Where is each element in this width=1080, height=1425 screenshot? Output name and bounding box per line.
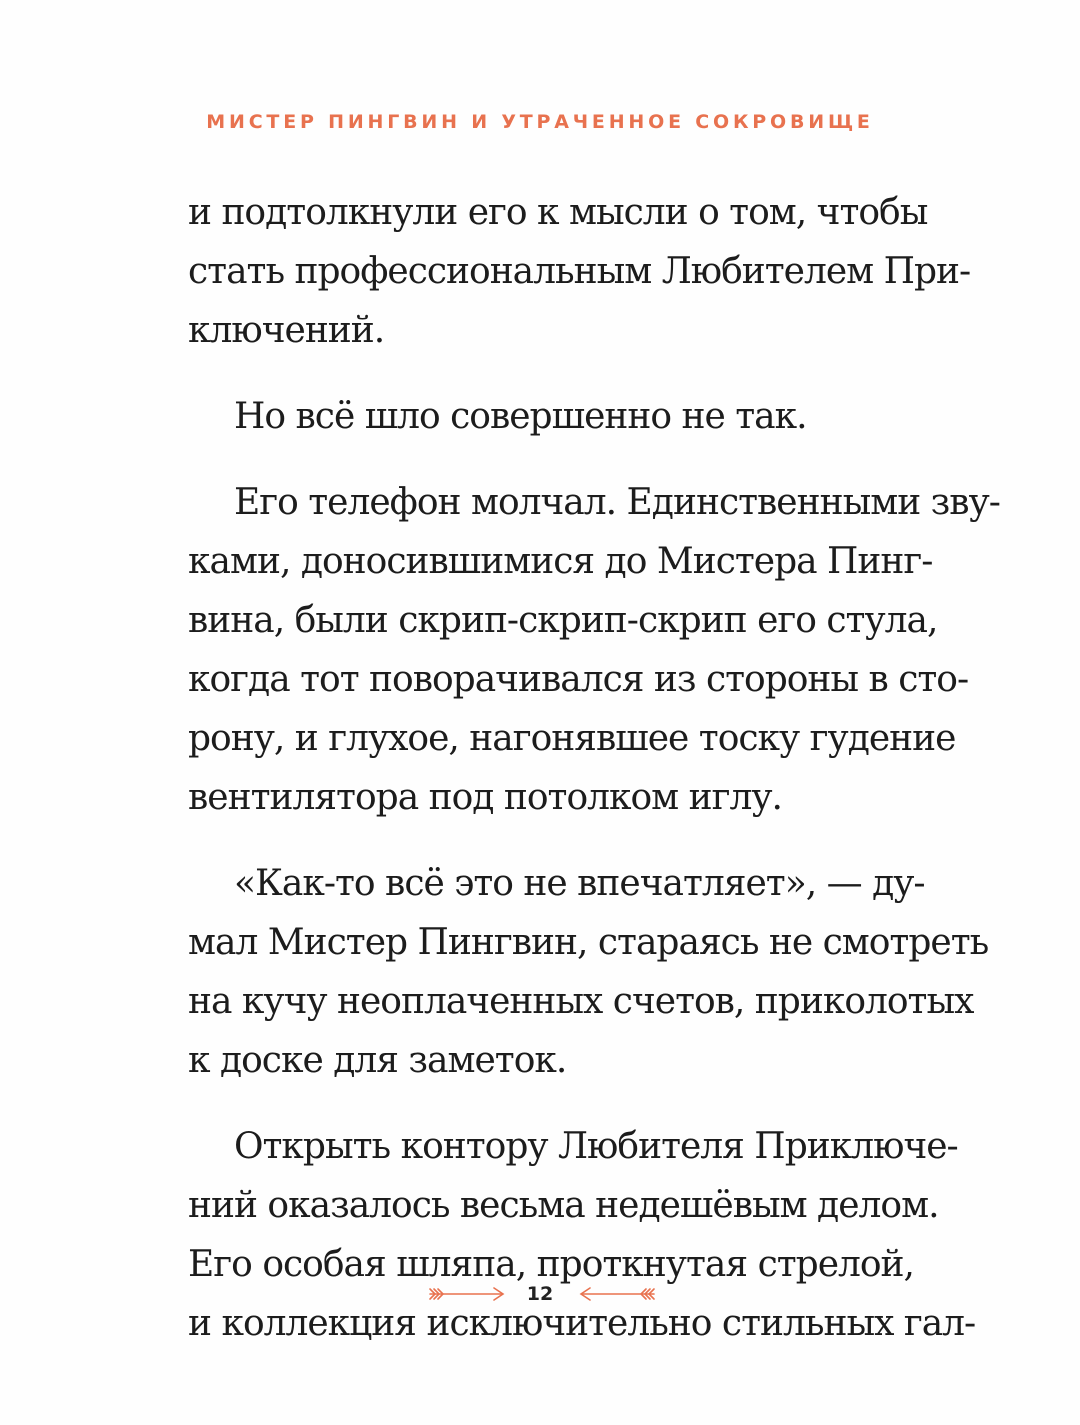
text-line: ключений. <box>188 310 385 351</box>
text-line: ний оказалось весьма недешёвым делом. <box>188 1185 939 1226</box>
paragraph-gap <box>188 1090 914 1117</box>
text-line: Его телефон молчал. Единственными зву- <box>234 482 1000 523</box>
text-line: мал Мистер Пингвин, стараясь не смотреть <box>188 922 989 963</box>
text-line: Открыть контору Любителя Приключе- <box>234 1126 958 1167</box>
paragraph <box>188 1117 976 1353</box>
text-line: вентилятора под потолком иглу. <box>188 777 782 818</box>
paragraph-gap <box>188 446 914 473</box>
text-line: и подтолкнули его к мысли о том, чтобы <box>188 192 928 233</box>
paragraph <box>188 183 971 360</box>
text-line: и коллекция исключительно стильных гал- <box>188 1303 976 1344</box>
page-number: 12 <box>526 1283 554 1305</box>
text-line: рону, и глухое, нагонявшее тоску гудение <box>188 718 956 759</box>
text-line: Его особая шляпа, проткнутая стрелой, <box>188 1244 914 1285</box>
paragraph <box>188 473 1000 827</box>
text-line: к доске для заметок. <box>188 1040 567 1081</box>
text-line: вина, были скрип-скрип-скрип его стула, <box>188 600 938 641</box>
text-line: ками, доносившимися до Мистера Пинг- <box>188 541 933 582</box>
text-line: Но всё шло совершенно не так. <box>234 396 807 437</box>
paragraph <box>188 387 914 446</box>
arrow-right-icon <box>428 1284 506 1309</box>
paragraph-gap <box>188 360 914 387</box>
body-text <box>188 183 1000 1353</box>
page-footer <box>0 1276 1080 1312</box>
text-line: «Как-то всё это не впечатляет», — ду- <box>234 863 925 904</box>
text-line: на кучу неоплаченных счетов, приколотых <box>188 981 974 1022</box>
arrow-left-icon <box>578 1284 656 1309</box>
text-line: стать профессиональным Любителем При- <box>188 251 971 292</box>
paragraph-gap <box>188 827 914 854</box>
paragraph <box>188 854 989 1090</box>
text-line: когда тот поворачивался из стороны в сто- <box>188 659 969 700</box>
running-head: МИСТЕР ПИНГВИН И УТРАЧЕННОЕ СОКРОВИЩЕ <box>206 111 874 133</box>
